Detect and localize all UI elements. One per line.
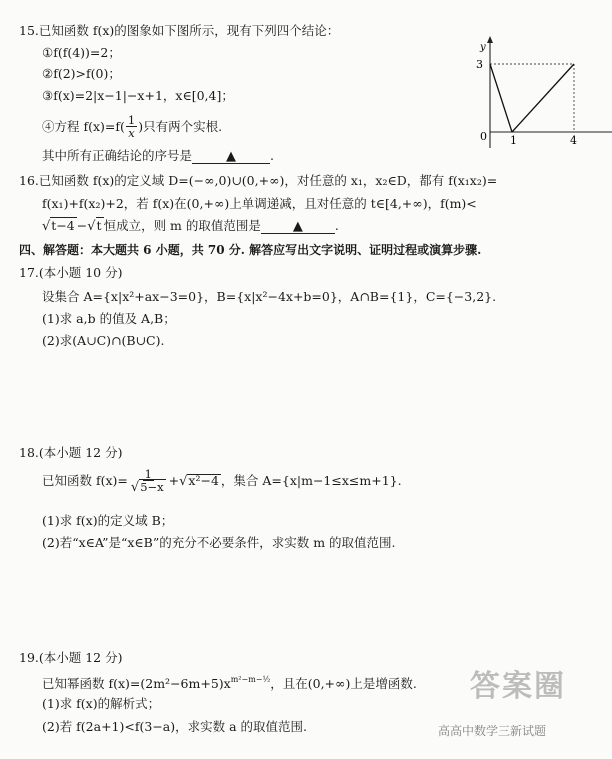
q15-ask — [42, 150, 274, 164]
q15-answer-blank — [192, 150, 270, 164]
q18-frac-num: 1 — [144, 467, 152, 481]
q16-sqrt-1: t−4 — [51, 218, 75, 233]
q15-stem: 15.已知函数 f(x)的图象如下图所示，现有下列四个结论： — [19, 23, 340, 38]
q18-line-1 — [42, 468, 402, 494]
y-axis-label: y — [480, 42, 486, 53]
tick-label-y3: 3 — [476, 58, 483, 71]
q15-conclusion-3: ③f(x)=2|x−1|−x+1，x∈[0,4]； — [42, 88, 234, 103]
q19-part-2: (2)若 f(2a+1)<f(3−a)，求实数 a 的取值范围. — [42, 719, 307, 734]
q18-frac-den-rad: 5−x — [140, 480, 164, 494]
q15-conclusion-1: ①f(f(4))=2； — [42, 45, 121, 60]
tick-label-x1: 1 — [510, 134, 517, 147]
q15-c4-post: )只有两个实根. — [138, 118, 223, 134]
q18-plus: + — [168, 472, 180, 488]
answer-triangle-icon: ▲ — [226, 149, 237, 164]
sqrt-icon: √ — [87, 219, 96, 234]
q19-post: ，且在(0,+∞)上是增函数. — [270, 676, 417, 691]
graph-segment-1 — [490, 64, 512, 132]
q16-answer-blank — [261, 220, 335, 234]
tick-label-origin: 0 — [480, 130, 487, 143]
q19-line-1 — [42, 676, 417, 691]
function-graph — [470, 30, 612, 148]
q16-line-3-post: . — [334, 218, 339, 233]
q17-part-1: (1)求 a,b 的值及 A,B； — [42, 311, 176, 326]
q19-part-1: (1)求 f(x)的解析式； — [42, 696, 161, 711]
sqrt-icon: √ — [130, 480, 140, 495]
answer-triangle-icon: ▲ — [292, 219, 303, 234]
sqrt-icon: √ — [179, 473, 188, 489]
q18-head: 18.(本小题 12 分) — [19, 445, 123, 460]
q19-pre: 已知幂函数 f(x)=(2m²−6m+5)x — [42, 676, 231, 691]
q19-exponent: m²−m−½ — [230, 675, 271, 684]
q17-head: 17.(本小题 10 分) — [19, 265, 123, 280]
q16-line-1: 16.已知函数 f(x)的定义域 D=(−∞,0)∪(0,+∞)，对任意的 x₁，x₂∈D，都有 f(x₁x₂)= — [19, 173, 498, 188]
q18-pre: 已知函数 f(x)= — [42, 472, 128, 488]
q16-line-3 — [42, 220, 339, 234]
section-4-header: 四、解答题：本大题共 6 小题，共 70 分. 解答应写出文字说明、证明过程或演算步骤. — [19, 243, 482, 257]
q18-frac-den — [129, 481, 168, 494]
q15-c4-pre: ④方程 f(x)=f( — [42, 118, 125, 134]
q18-fraction — [129, 468, 168, 494]
q18-post: ，集合 A={x|m−1≤x≤m+1}. — [220, 472, 402, 488]
q16-sqrt-2: t — [96, 218, 102, 233]
q18-part-1: (1)求 f(x)的定义域 B； — [42, 513, 174, 528]
tick-label-x4: 4 — [570, 134, 577, 147]
q15-ask-pre: 其中所有正确结论的序号是 — [42, 148, 193, 163]
q16-line-3-pre: 恒成立，则 m 的取值范围是 — [103, 218, 261, 233]
graph-segment-2 — [512, 64, 574, 132]
q18-rad-2: x²−4 — [188, 473, 219, 489]
watermark-logo: 答案圈 — [470, 669, 566, 704]
q15-c4-den: x — [128, 126, 135, 140]
q16-line-2: f(x₁)+f(x₂)+2，若 f(x)在(0,+∞)上单调递减，且对任意的 t∈[4,+∞)，f(m)< — [42, 196, 477, 211]
q19-head: 19.(本小题 12 分) — [19, 650, 123, 665]
q16-minus: − — [76, 218, 88, 233]
q15-conclusion-4 — [42, 114, 222, 140]
watermark-text: 高高中数学三新试题 — [438, 724, 547, 738]
q17-part-2: (2)求(A∪C)∩(B∪C). — [42, 333, 165, 348]
y-axis-arrow-icon — [487, 36, 493, 43]
sqrt-icon: √ — [42, 219, 51, 234]
q15-conclusion-2: ②f(2)>f(0)； — [42, 66, 121, 81]
q15-ask-post: . — [270, 148, 274, 163]
q15-c4-num: 1 — [127, 113, 136, 127]
q18-part-2: (2)若“x∈A”是“x∈B”的充分不必要条件，求实数 m 的取值范围. — [42, 535, 396, 550]
q15-c4-fraction — [126, 114, 137, 140]
q17-line-1: 设集合 A={x|x²+ax−3=0}，B={x|x²−4x+b=0}，A∩B={1}，C={−3,2}. — [42, 289, 497, 304]
